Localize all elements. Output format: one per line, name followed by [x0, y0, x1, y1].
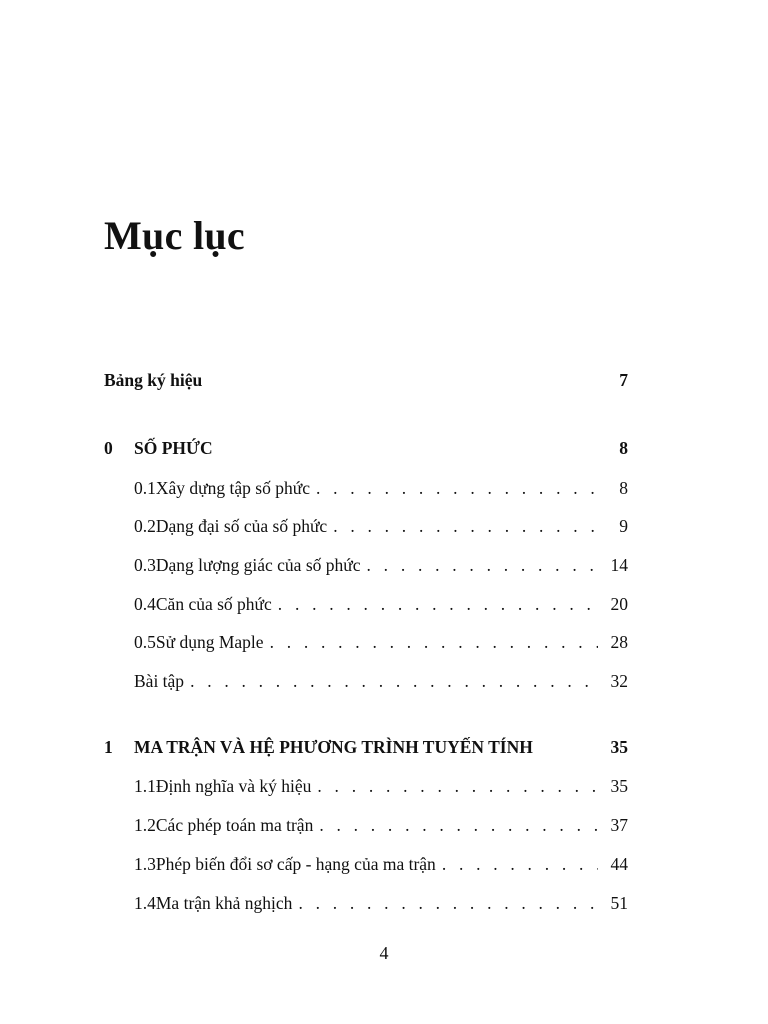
- section-page: 35: [610, 776, 628, 796]
- section-title: Sử dụng Maple: [155, 632, 264, 652]
- chapter-number: 1: [104, 737, 113, 757]
- toc-section-0-3[interactable]: [134, 555, 628, 576]
- toc-section-0-4[interactable]: [134, 594, 628, 615]
- section-title: Dạng lượng giác của số phức: [155, 555, 361, 575]
- toc-entry-page: 7: [619, 370, 628, 390]
- dot-leader: [190, 671, 598, 692]
- toc-chapter-1[interactable]: [104, 737, 628, 758]
- exercises-page: 32: [610, 671, 628, 691]
- chapter-number: 0: [104, 438, 113, 458]
- chapter-title: SỐ PHỨC: [134, 438, 213, 458]
- section-number: 0.1: [134, 478, 156, 498]
- section-number: 0.5: [134, 632, 156, 652]
- toc-section-1-1[interactable]: [134, 776, 628, 797]
- section-title: Xây dựng tập số phức: [155, 478, 310, 498]
- dot-leader: [298, 893, 598, 914]
- page-title: Mục lục: [104, 213, 245, 258]
- dot-leader: [319, 815, 598, 836]
- dot-leader: [317, 776, 598, 797]
- section-page: 9: [619, 516, 628, 536]
- dot-leader: [333, 516, 598, 537]
- section-number: 1.1: [134, 776, 156, 796]
- exercises-title: Bài tập: [134, 671, 185, 691]
- toc-section-1-3[interactable]: [134, 854, 628, 875]
- section-page: 20: [610, 594, 628, 614]
- section-page: 51: [610, 893, 628, 913]
- section-number: 0.2: [134, 516, 156, 536]
- section-title: Dạng đại số của số phức: [155, 516, 328, 536]
- dot-leader: [270, 632, 598, 653]
- dot-leader: [367, 555, 598, 576]
- section-title: Định nghĩa và ký hiệu: [155, 776, 312, 796]
- toc-section-1-4[interactable]: [134, 893, 628, 914]
- dot-leader: [442, 854, 598, 875]
- section-number: 0.4: [134, 594, 156, 614]
- toc-section-0-2[interactable]: [134, 516, 628, 537]
- section-title: Các phép toán ma trận: [155, 815, 314, 835]
- section-title: Phép biến đổi sơ cấp - hạng của ma trận: [155, 854, 436, 874]
- toc-section-0-5[interactable]: [134, 632, 628, 653]
- dot-leader: [316, 478, 598, 499]
- chapter-page: 8: [619, 438, 628, 458]
- toc-entry-notation[interactable]: [104, 370, 628, 391]
- toc-section-0-1[interactable]: [134, 478, 628, 499]
- section-number: 0.3: [134, 555, 156, 575]
- section-title: Căn của số phức: [155, 594, 272, 614]
- page-number: 4: [379, 943, 389, 963]
- toc-exercises-0[interactable]: [134, 671, 628, 692]
- toc-section-1-2[interactable]: [134, 815, 628, 836]
- section-page: 44: [610, 854, 628, 874]
- toc-entry-title: Bảng ký hiệu: [104, 370, 203, 390]
- section-page: 8: [619, 478, 628, 498]
- section-number: 1.4: [134, 893, 156, 913]
- section-page: 37: [610, 815, 628, 835]
- chapter-title: MA TRẬN VÀ HỆ PHƯƠNG TRÌNH TUYẾN TÍNH: [134, 737, 533, 757]
- section-number: 1.2: [134, 815, 156, 835]
- section-page: 14: [610, 555, 628, 575]
- section-number: 1.3: [134, 854, 156, 874]
- chapter-page: 35: [610, 737, 628, 757]
- toc-chapter-0[interactable]: [104, 438, 628, 459]
- dot-leader: [278, 594, 598, 615]
- section-page: 28: [610, 632, 628, 652]
- section-title: Ma trận khả nghịch: [155, 893, 293, 913]
